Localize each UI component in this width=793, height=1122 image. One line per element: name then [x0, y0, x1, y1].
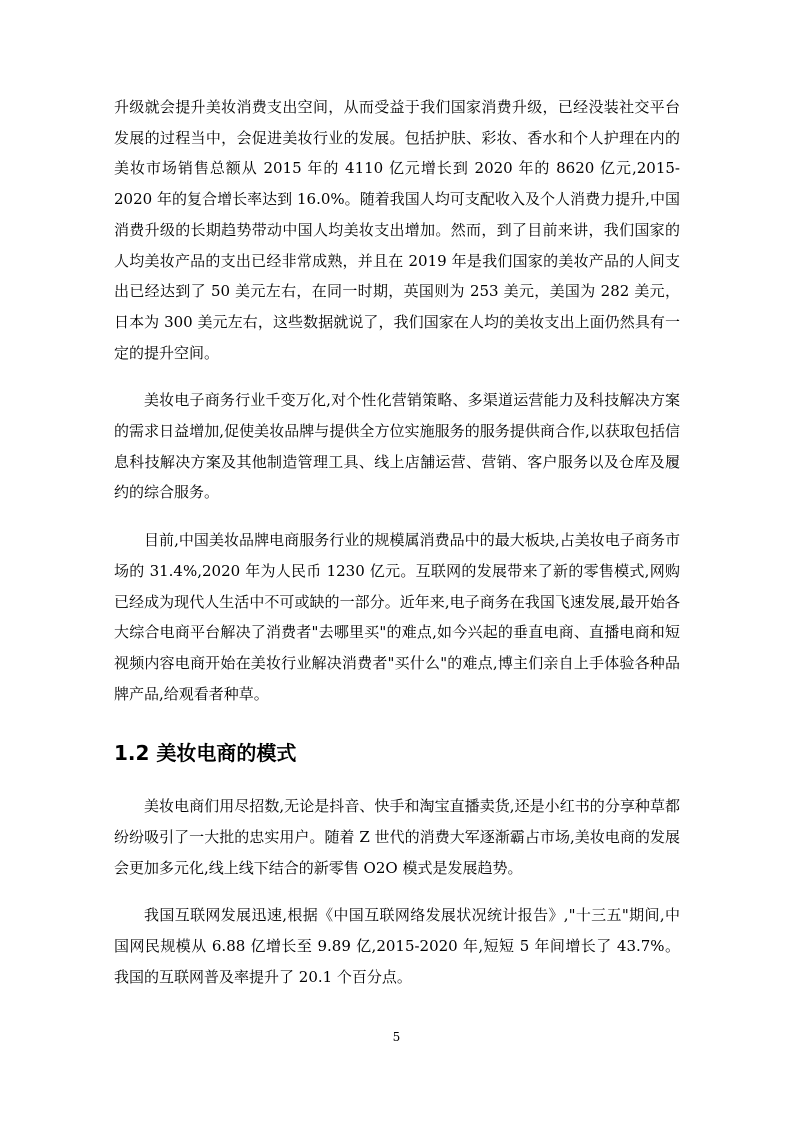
- paragraph-spacer: [114, 508, 680, 525]
- paragraph-spacer: [114, 368, 680, 385]
- body-paragraph-1: 升级就会提升美妆消费支出空间，从而受益于我们国家消费升级，已经没装社交平台发展的过程当中，会促进美妆行业的发展。包括护肤、彩妆、香水和个人护理在内的美妆市场销售总额从 2015 年的 4110 亿元增长到 2020 年的 8620 亿元,2015-2020 年的复合增长率达到 16.0%。随着我国人均可支配收入及个人消费力提升,中国消费升级的长期趋势带动中国人均美妆支出增加。然而，到了目前来讲，我们国家的人均美妆产品的支出已经非常成熟，并且在 2019 年是我们国家的美妆产品的人间支出已经达到了 50 美元左右，在同一时期，英国则为 253 美元，美国为 282 美元，日本为 300 美元左右，这些数据就说了，我们国家在人均的美妆支出上面仍然具有一定的提升空间。: [114, 98, 680, 362]
- body-paragraph-4: 美妆电商们用尽招数,无论是抖音、快手和淘宝直播卖货,还是小红书的分享种草都纷纷吸引了一大批的忠实用户。随着 Z 世代的消费大军逐渐霸占市场,美妆电商的发展会更加多元化,线上线下结合的新零售 O2O 模式是发展趋势。: [114, 797, 680, 877]
- section-heading: 1.2 美妆电商的模式: [114, 741, 297, 766]
- body-paragraph-5: 我国互联网发展迅速,根据《中国互联网络发展状况统计报告》,"十三五"期间,中国网民规模从 6.88 亿增长至 9.89 亿,2015-2020 年,短短 5 年间增长了 43.7%。我国的互联网普及率提升了 20.1 个百分点。: [114, 906, 680, 986]
- body-paragraph-3: 目前,中国美妆品牌电商服务行业的规模属消费品中的最大板块,占美妆电子商务市场的 31.4%,2020 年为人民币 1230 亿元。互联网的发展带来了新的零售模式,网购已经成为现代人生活中不可或缺的一部分。近年来,电子商务在我国飞速发展,最开始各大综合电商平台解决了消费者"去哪里买"的难点,如今兴起的垂直电商、直播电商和短视频内容电商开始在美妆行业解决消费者"买什么"的难点,博主们亲自上手体验各种品牌产品,给观看者种草。: [114, 531, 680, 703]
- page-number: 5: [392, 1030, 401, 1044]
- section-spacer: [114, 768, 680, 791]
- document-body: [114, 92, 680, 993]
- paragraph-spacer: [114, 883, 680, 900]
- section-spacer: [114, 709, 680, 738]
- body-paragraph-2: 美妆电子商务行业千变万化,对个性化营销策略、多渠道运营能力及科技解决方案的需求日益增加,促使美妆品牌与提供全方位实施服务的服务提供商合作,以获取包括信息科技解决方案及其他制造管理工具、线上店舗运营、营销、客户服务以及仓库及履约的综合服务。: [114, 391, 680, 502]
